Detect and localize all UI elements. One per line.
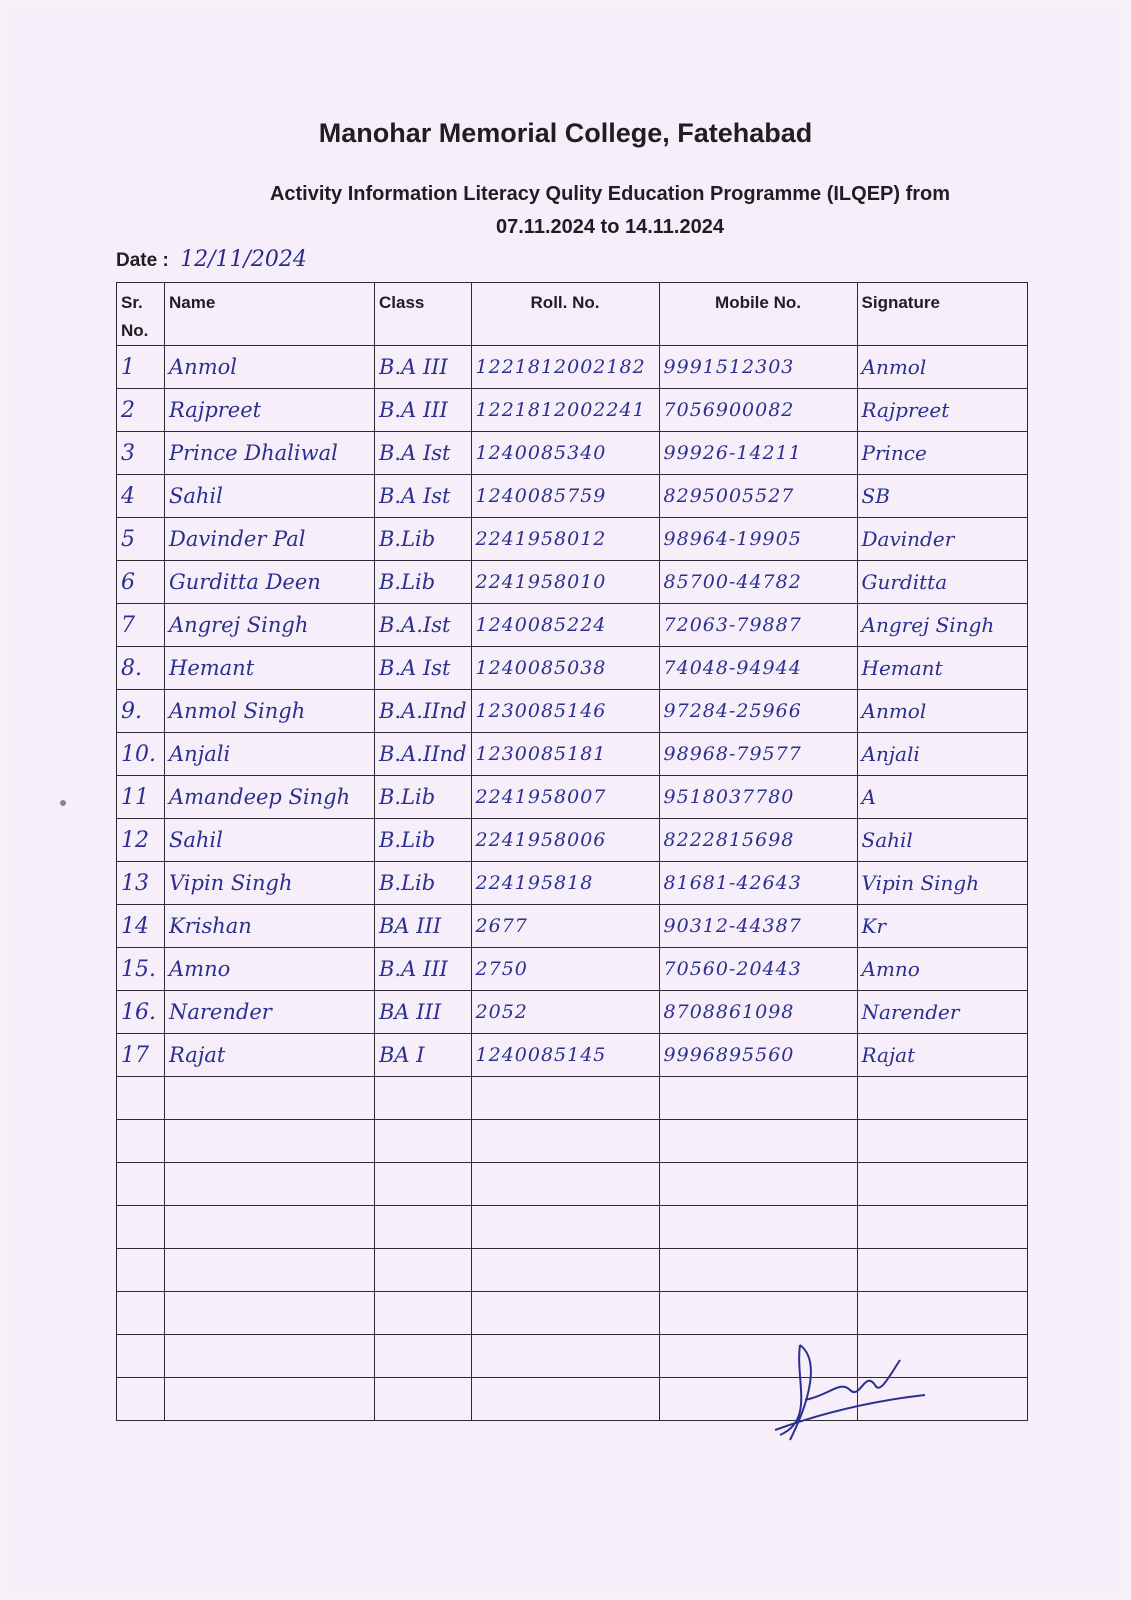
cell-sr-no: 10. (117, 733, 165, 776)
table-row (117, 561, 1028, 604)
cell-name: Gurditta Deen (165, 561, 375, 604)
cell-sr-no: 7 (117, 604, 165, 647)
cell-mobile-no (659, 1249, 857, 1292)
cell-mobile-no (659, 1163, 857, 1206)
table-row (117, 1034, 1028, 1077)
cell-roll-no: 2241958012 (471, 518, 659, 561)
cell-roll-no (471, 1163, 659, 1206)
cell-mobile-no: 8222815698 (659, 819, 857, 862)
cell-signature: Gurditta (857, 561, 1027, 604)
cell-mobile-no: 8295005527 (659, 475, 857, 518)
cell-signature: Amno (857, 948, 1027, 991)
cell-class: BA I (375, 1034, 472, 1077)
cell-sr-no (117, 1292, 165, 1335)
date-value: 12/11/2024 (180, 247, 307, 272)
cell-roll-no: 2241958010 (471, 561, 659, 604)
cell-sr-no: 8. (117, 647, 165, 690)
cell-signature: Prince (857, 432, 1027, 475)
cell-sr-no: 11 (117, 776, 165, 819)
table-row (117, 1206, 1028, 1249)
table-row (117, 604, 1028, 647)
cell-mobile-no: 7056900082 (659, 389, 857, 432)
cell-roll-no (471, 1206, 659, 1249)
cell-signature (857, 1077, 1027, 1120)
table-row (117, 1163, 1028, 1206)
cell-signature (857, 1249, 1027, 1292)
cell-signature: Angrej Singh (857, 604, 1027, 647)
cell-name: Rajpreet (165, 389, 375, 432)
header-sr-no: Sr. No. (117, 283, 165, 346)
table-row (117, 647, 1028, 690)
cell-signature (857, 1120, 1027, 1163)
cell-mobile-no: 9991512303 (659, 346, 857, 389)
cell-class: B.Lib (375, 518, 472, 561)
cell-class (375, 1163, 472, 1206)
cell-roll-no: 1221812002182 (471, 346, 659, 389)
cell-name: Vipin Singh (165, 862, 375, 905)
cell-class: B.A III (375, 948, 472, 991)
cell-name: Sahil (165, 475, 375, 518)
paper-smudge (60, 800, 66, 806)
cell-mobile-no: 97284-25966 (659, 690, 857, 733)
activity-line-2: 07.11.2024 to 14.11.2024 (496, 216, 724, 238)
table-row (117, 1120, 1028, 1163)
table-row (117, 819, 1028, 862)
cell-sr-no: 15. (117, 948, 165, 991)
cell-mobile-no: 72063-79887 (659, 604, 857, 647)
cell-signature: SB (857, 475, 1027, 518)
cell-roll-no: 224195818 (471, 862, 659, 905)
cell-mobile-no (659, 1206, 857, 1249)
cell-signature: Davinder (857, 518, 1027, 561)
activity-line-1: Activity Information Literacy Qulity Education Programme (ILQEP) from (269, 183, 951, 205)
table-row (117, 346, 1028, 389)
cell-mobile-no: 98968-79577 (659, 733, 857, 776)
cell-roll-no (471, 1249, 659, 1292)
cell-mobile-no (659, 1077, 857, 1120)
cell-name (165, 1163, 375, 1206)
header-name: Name (165, 283, 375, 346)
cell-sr-no (117, 1378, 165, 1421)
table-row (117, 905, 1028, 948)
cell-class: BA III (375, 991, 472, 1034)
cell-name: Anjali (165, 733, 375, 776)
cell-signature (857, 1292, 1027, 1335)
cell-sr-no: 17 (117, 1034, 165, 1077)
cell-class: B.Lib (375, 561, 472, 604)
cell-name (165, 1120, 375, 1163)
cell-sr-no (117, 1249, 165, 1292)
table-row (117, 389, 1028, 432)
cell-roll-no: 1230085181 (471, 733, 659, 776)
cell-name (165, 1206, 375, 1249)
cell-signature: Hemant (857, 647, 1027, 690)
header-signature: Signature (857, 283, 1027, 346)
cell-class: B.A Ist (375, 475, 472, 518)
cell-sr-no (117, 1163, 165, 1206)
cell-sr-no: 12 (117, 819, 165, 862)
cell-class: B.A Ist (375, 647, 472, 690)
cell-class: BA III (375, 905, 472, 948)
cell-roll-no: 1221812002241 (471, 389, 659, 432)
cell-mobile-no: 85700-44782 (659, 561, 857, 604)
table-row (117, 733, 1028, 776)
table-row (117, 690, 1028, 733)
cell-sr-no: 6 (117, 561, 165, 604)
cell-class: B.Lib (375, 776, 472, 819)
cell-class: B.Lib (375, 819, 472, 862)
cell-roll-no: 1230085146 (471, 690, 659, 733)
cell-sr-no: 3 (117, 432, 165, 475)
cell-sr-no: 5 (117, 518, 165, 561)
cell-sr-no (117, 1206, 165, 1249)
cell-roll-no: 2750 (471, 948, 659, 991)
cell-signature: Anjali (857, 733, 1027, 776)
cell-sr-no (117, 1077, 165, 1120)
cell-name: Davinder Pal (165, 518, 375, 561)
cell-class: B.A III (375, 346, 472, 389)
table-row (117, 518, 1028, 561)
cell-mobile-no: 90312-44387 (659, 905, 857, 948)
cell-mobile-no: 9996895560 (659, 1034, 857, 1077)
cell-sr-no: 9. (117, 690, 165, 733)
cell-mobile-no: 99926-14211 (659, 432, 857, 475)
header-class: Class (375, 283, 472, 346)
cell-sr-no: 14 (117, 905, 165, 948)
table-row (117, 991, 1028, 1034)
cell-name: Anmol Singh (165, 690, 375, 733)
table-header-row (117, 283, 1028, 346)
date-row (116, 247, 307, 272)
cell-sr-no: 13 (117, 862, 165, 905)
cell-signature: Anmol (857, 346, 1027, 389)
table-row (117, 862, 1028, 905)
cell-roll-no: 1240085224 (471, 604, 659, 647)
attendance-table (116, 282, 1028, 1421)
cell-mobile-no: 81681-42643 (659, 862, 857, 905)
table-row (117, 1292, 1028, 1335)
cell-roll-no (471, 1120, 659, 1163)
cell-signature: A (857, 776, 1027, 819)
cell-class (375, 1292, 472, 1335)
cell-class: B.A.Ist (375, 604, 472, 647)
cell-sr-no: 16. (117, 991, 165, 1034)
cell-class (375, 1249, 472, 1292)
cell-name (165, 1249, 375, 1292)
cell-roll-no: 2677 (471, 905, 659, 948)
cell-signature: Sahil (857, 819, 1027, 862)
cell-class (375, 1077, 472, 1120)
cell-signature (857, 1206, 1027, 1249)
table-row (117, 1249, 1028, 1292)
cell-name: Narender (165, 991, 375, 1034)
table-row (117, 948, 1028, 991)
cell-name (165, 1335, 375, 1378)
cell-name: Amandeep Singh (165, 776, 375, 819)
cell-signature (857, 1163, 1027, 1206)
cell-mobile-no: 9518037780 (659, 776, 857, 819)
table-row (117, 475, 1028, 518)
header-mobile-no: Mobile No. (659, 283, 857, 346)
cell-roll-no: 1240085759 (471, 475, 659, 518)
cell-name: Sahil (165, 819, 375, 862)
cell-sr-no (117, 1120, 165, 1163)
cell-signature: Vipin Singh (857, 862, 1027, 905)
cell-mobile-no: 8708861098 (659, 991, 857, 1034)
cell-signature: Rajat (857, 1034, 1027, 1077)
cell-roll-no: 1240085145 (471, 1034, 659, 1077)
cell-mobile-no (659, 1120, 857, 1163)
cell-name: Anmol (165, 346, 375, 389)
cell-name: Rajat (165, 1034, 375, 1077)
cell-name: Angrej Singh (165, 604, 375, 647)
cell-mobile-no (659, 1292, 857, 1335)
cell-class: B.A III (375, 389, 472, 432)
cell-signature: Rajpreet (857, 389, 1027, 432)
table-row (117, 1077, 1028, 1120)
cell-mobile-no: 70560-20443 (659, 948, 857, 991)
cell-class: B.Lib (375, 862, 472, 905)
cell-mobile-no: 98964-19905 (659, 518, 857, 561)
cell-name (165, 1077, 375, 1120)
cell-class: B.A.IInd (375, 733, 472, 776)
cell-roll-no: 2241958007 (471, 776, 659, 819)
cell-signature: Kr (857, 905, 1027, 948)
cell-roll-no: 2241958006 (471, 819, 659, 862)
cell-roll-no (471, 1077, 659, 1120)
cell-roll-no (471, 1335, 659, 1378)
cell-name: Prince Dhaliwal (165, 432, 375, 475)
activity-title (210, 178, 1010, 244)
cell-name (165, 1378, 375, 1421)
cell-sr-no: 1 (117, 346, 165, 389)
cell-roll-no (471, 1292, 659, 1335)
cell-signature: Anmol (857, 690, 1027, 733)
cell-roll-no: 1240085038 (471, 647, 659, 690)
cell-name: Amno (165, 948, 375, 991)
cell-class (375, 1120, 472, 1163)
cell-class (375, 1335, 472, 1378)
cell-sr-no: 2 (117, 389, 165, 432)
cell-class: B.A.IInd (375, 690, 472, 733)
cell-class (375, 1206, 472, 1249)
cell-name: Krishan (165, 905, 375, 948)
cell-mobile-no: 74048-94944 (659, 647, 857, 690)
cell-roll-no: 1240085340 (471, 432, 659, 475)
cell-signature: Narender (857, 991, 1027, 1034)
cell-name (165, 1292, 375, 1335)
date-label: Date : (116, 250, 169, 271)
cell-roll-no (471, 1378, 659, 1421)
header-roll-no: Roll. No. (471, 283, 659, 346)
cell-class (375, 1378, 472, 1421)
cell-sr-no: 4 (117, 475, 165, 518)
table-row (117, 776, 1028, 819)
authorized-signature (770, 1340, 930, 1450)
cell-sr-no (117, 1335, 165, 1378)
cell-roll-no: 2052 (471, 991, 659, 1034)
table-row (117, 432, 1028, 475)
cell-class: B.A Ist (375, 432, 472, 475)
college-title: Manohar Memorial College, Fatehabad (318, 118, 813, 148)
cell-name: Hemant (165, 647, 375, 690)
